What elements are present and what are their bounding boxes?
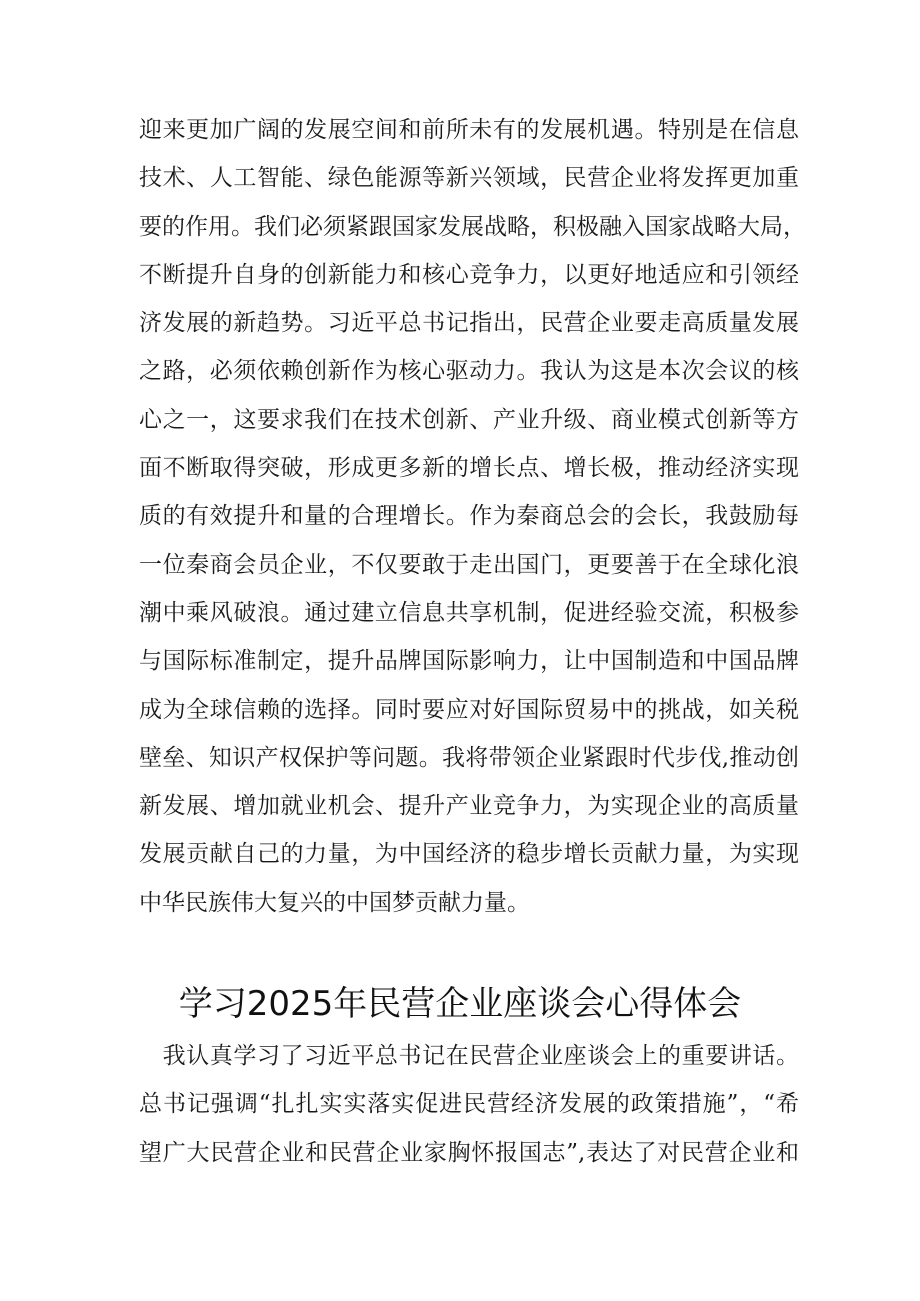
- paragraph-line: 发展贡献自己的力量，为中国经济的稳步增长贡献力量，为实现: [139, 841, 799, 868]
- paragraph-line: 要的作用。我们必须紧跟国家发展战略，积极融入国家战略大局，: [139, 213, 806, 240]
- paragraph-line: 之路，必须依赖创新作为核心驱动力。我认为这是本次会议的核: [139, 358, 799, 385]
- paragraph-line: 面不断取得突破，形成更多新的增长点、增长极，推动经济实现: [139, 455, 799, 482]
- paragraph-line: 中华民族伟大复兴的中国梦贡献力量。: [139, 889, 530, 916]
- paragraph-line: 济发展的新趋势。习近平总书记指出，民营企业要走高质量发展: [139, 310, 799, 337]
- paragraph-line: 迎来更加广阔的发展空间和前所未有的发展机遇。特别是在信息: [139, 117, 799, 143]
- paragraph-line: 不断提升自身的创新能力和核心竞争力，以更好地适应和引领经: [139, 261, 799, 288]
- paragraph-line: 质的有效提升和量的合理增长。作为秦商总会的会长，我鼓励每: [139, 503, 799, 530]
- paragraph-line: 技术、人工智能、绿色能源等新兴领域，民营企业将发挥更加重: [139, 165, 799, 192]
- paragraph-line: 潮中乘风破浪。通过建立信息共享机制，促进经验交流，积极参: [139, 599, 799, 626]
- body-text-section-two: [139, 1032, 799, 1177]
- section-heading: 学习2025年民营企业座谈会心得体会: [178, 984, 742, 1024]
- paragraph-line: 我认真学习了习近平总书记在民营企业座谈会上的重要讲话。: [139, 1043, 799, 1069]
- paragraph-line: 壁垒、知识产权保护等问题。我将带领企业紧跟时代步伐,推动创: [139, 744, 799, 771]
- paragraph-line: 总书记强调“扎扎实实落实促进民营经济发展的政策措施”，“希: [139, 1091, 799, 1118]
- body-text-section-one: [139, 106, 806, 927]
- paragraph-line: 成为全球信赖的选择。同时要应对好国际贸易中的挑战，如关税: [139, 696, 799, 723]
- paragraph-line: 一位秦商会员企业，不仅要敢于走出国门，更要善于在全球化浪: [139, 551, 799, 578]
- paragraph-line: 与国际标准制定，提升品牌国际影响力，让中国制造和中国品牌: [139, 648, 799, 675]
- paragraph-line: 望广大民营企业和民营企业家胸怀报国志”,表达了对民营企业和: [139, 1139, 799, 1166]
- paragraph-line: 心之一，这要求我们在技术创新、产业升级、商业模式创新等方: [139, 406, 799, 433]
- paragraph-line: 新发展、增加就业机会、提升产业竞争力，为实现企业的高质量: [139, 793, 799, 820]
